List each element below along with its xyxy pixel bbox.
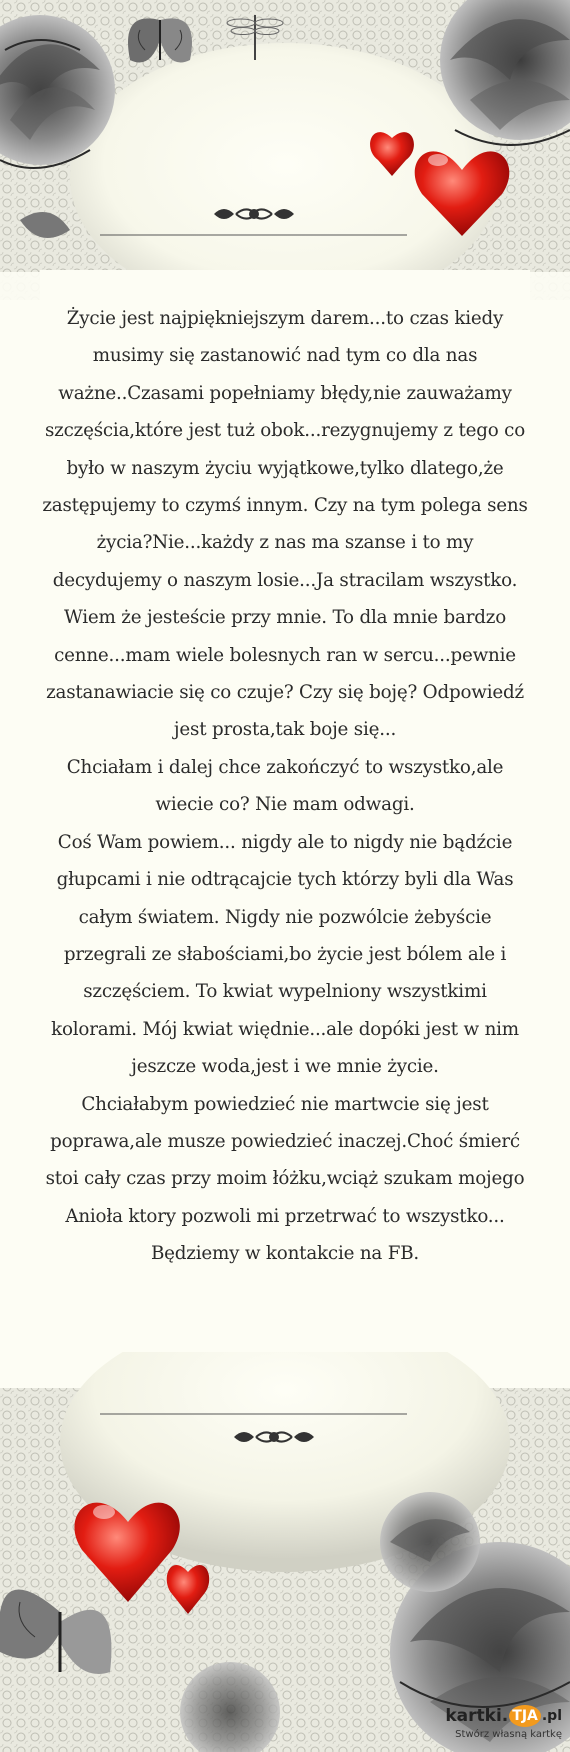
- ornament-icon: [214, 209, 294, 219]
- top-decoration: [0, 0, 570, 300]
- brand-logo[interactable]: [436, 1704, 562, 1744]
- bottom-decoration: [0, 1352, 570, 1752]
- brand-logo-word: kartki.: [445, 1706, 509, 1726]
- ornament-icon: [234, 1432, 314, 1442]
- card-message: [40, 300, 530, 1273]
- brand-logo-badge: TJA: [509, 1705, 541, 1727]
- message-paragraph: Będziemy w kontakcie na FB.: [150, 1243, 420, 1265]
- rose-icon: [380, 1492, 480, 1592]
- message-paragraph: Życie jest najpiękniejszym darem...to czas kiedy musimy się zastanowić nad tym co dla nas ważne..Czasami popełniamy błędy,nie zauważamy szczęścia,które jest tuż obok...rezygnujemy z tego co było w naszym życiu wyjątkowe,tylko dlatego,że zastępujemy to czymś innym. Czy na tym polega sens życia?Nie...każdy z nas ma szanse i to my decydujemy o naszym losie...Ja stracilam wszystko. Wiem że jesteście przy mnie. To dla mnie bardzo cenne...mam wiele bolesnych ran w sercu...pewnie zastanawiacie się co czuje? Czy się boję? Odpowiedź jest prosta,tak boje się...: [42, 308, 528, 741]
- message-paragraph: Chciałabym powiedzieć nie martwcie się jest poprawa,ale musze powiedzieć inaczej.Choć śmierć stoi cały czas przy moim łóżku,wciąż szukam mojego Anioła ktory pozwoli mi przetrwać to wszystko...: [45, 1093, 525, 1227]
- brand-logo-mark: [436, 1704, 562, 1728]
- brand-logo-tld: .pl: [541, 1708, 562, 1724]
- brand-tagline: Stwórz własną kartkę: [455, 1729, 562, 1740]
- butterfly-icon: [128, 18, 192, 62]
- message-paragraph: Coś Wam powiem... nigdy ale to nigdy nie bądźcie głupcami i nie odtrącajcie tych którzy byli dla Was całym światem. Nigdy nie pozwólcie żebyście przegrali ze słabościami,bo życie jest bólem ale i szczęściem. To kwiat wypelniony wszystkimi kolorami. Mój kwiat więdnie...ale dopóki jest w nim jeszcze woda,jest i we mnie życie.: [51, 831, 519, 1078]
- message-paragraph: Chciałam i dalej chce zakończyć to wszystko,ale wiecie co? Nie mam odwagi.: [66, 756, 504, 816]
